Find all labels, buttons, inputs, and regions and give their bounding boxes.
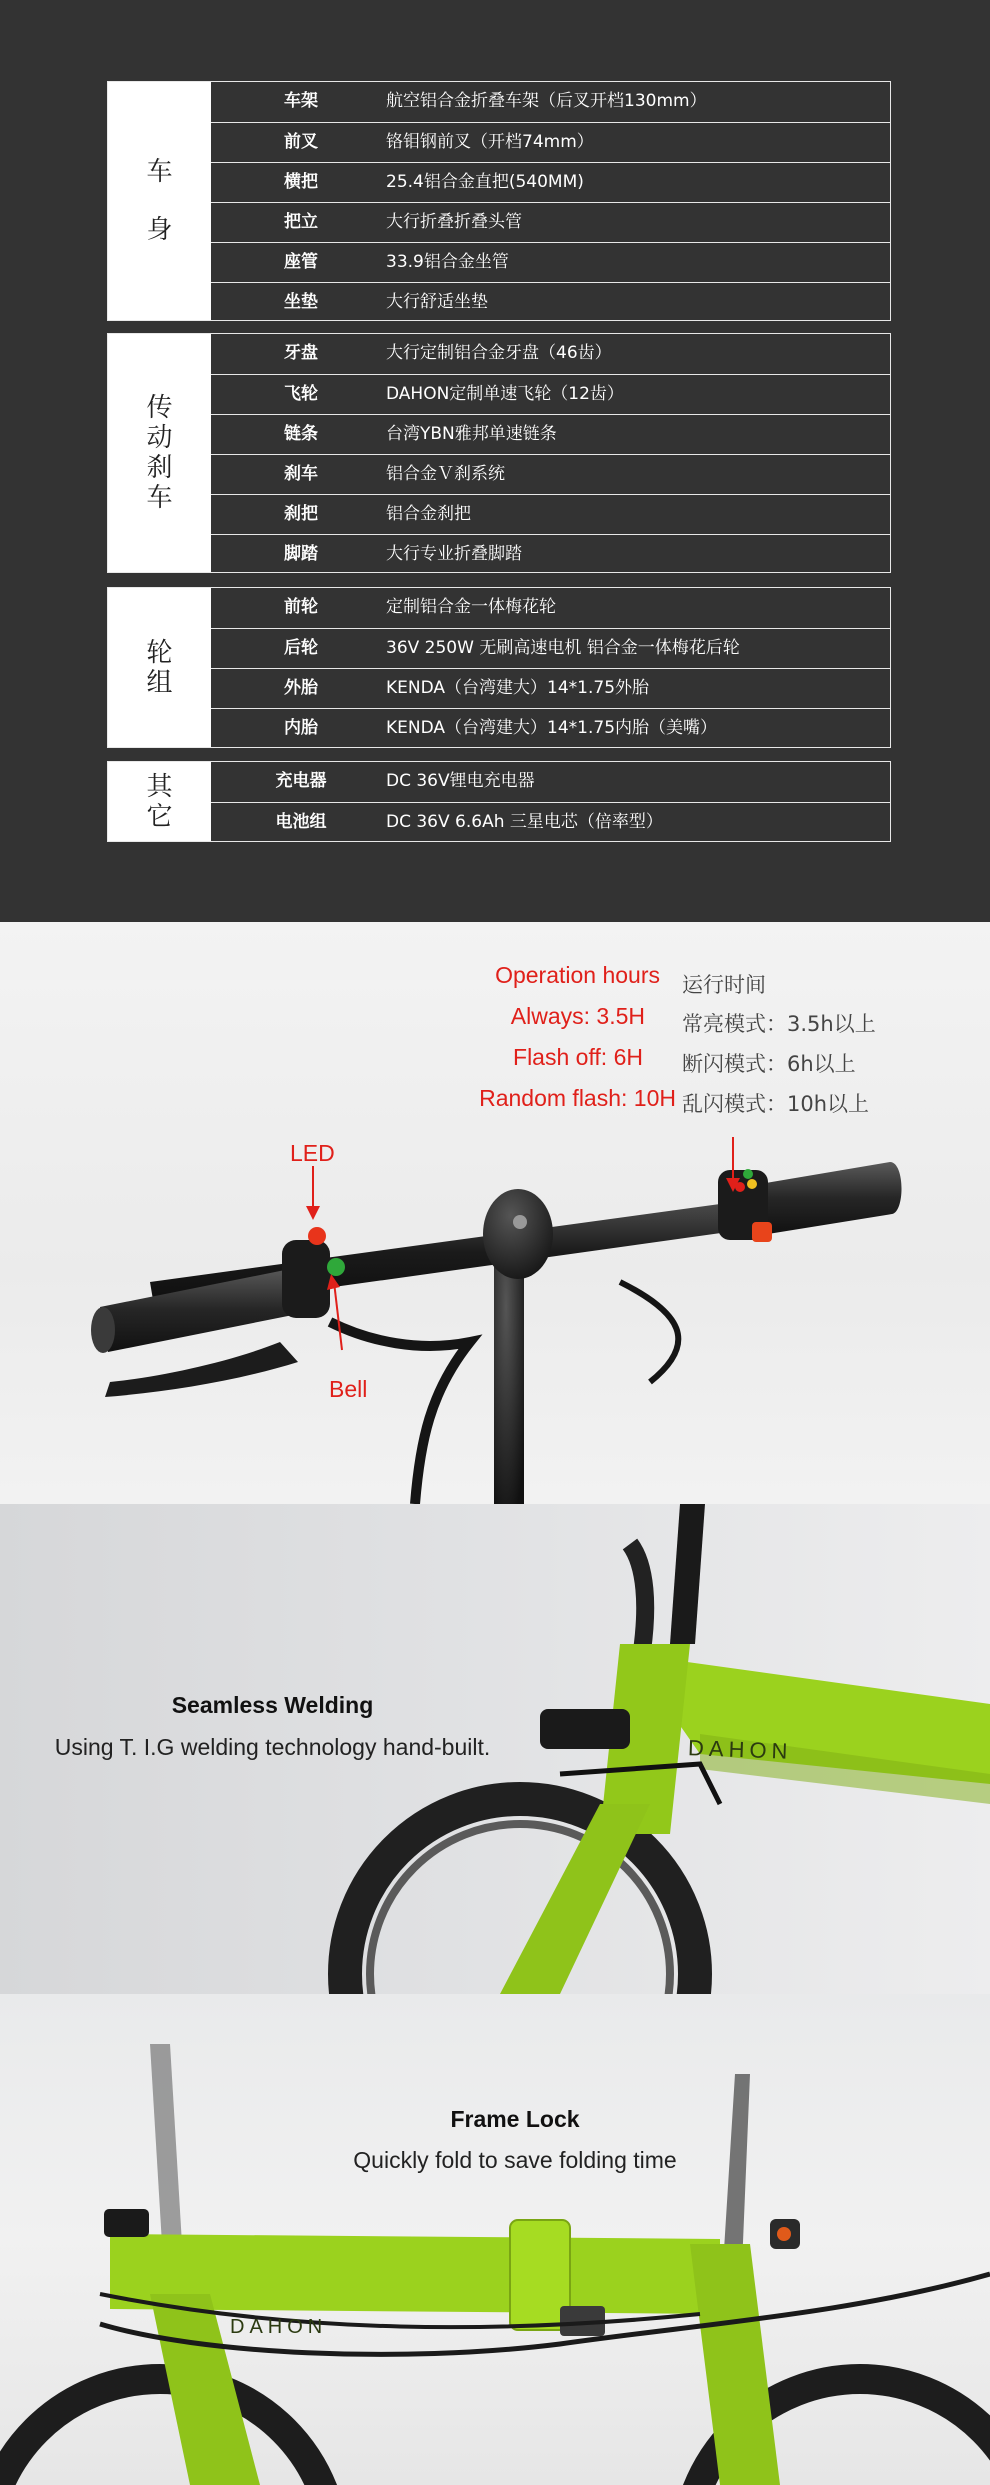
spec-section <box>0 0 990 922</box>
welding-brand-logo: DAHON <box>687 1735 793 1764</box>
spec-row <box>211 494 890 534</box>
spec-group-label: 轮组 <box>108 588 211 747</box>
indicator-light-shape <box>747 1179 757 1189</box>
spec-key: 横把 <box>284 172 318 192</box>
bell-button-shape <box>327 1258 345 1276</box>
operation-hours-en: Operation hours <box>495 962 660 988</box>
always-mode-en: Always: 3.5H <box>510 1003 645 1029</box>
spec-row <box>211 628 890 668</box>
operation-hours-zh: 运行时间 <box>682 973 766 997</box>
bolt-shape <box>513 1215 527 1229</box>
spec-row <box>211 242 890 282</box>
always-mode-zh: 常亮模式：3.5h以上 <box>682 1012 876 1036</box>
spec-key: 电池组 <box>275 812 327 832</box>
spec-key: 前轮 <box>284 597 318 617</box>
spec-row <box>211 122 890 162</box>
left-grip-end-shape <box>91 1307 115 1353</box>
spec-row <box>211 202 890 242</box>
light-mount-shape <box>540 1709 630 1749</box>
left-switch-housing-shape <box>282 1240 330 1318</box>
spec-group-label: 车身 <box>108 82 211 320</box>
spec-key: 飞轮 <box>284 384 318 404</box>
left-brake-lever-shape <box>105 1342 298 1397</box>
spec-key: 链条 <box>284 424 318 444</box>
welding-description: Using T. I.G welding technology hand-built. <box>54 1734 491 1760</box>
stem-clamp-shape <box>483 1189 553 1279</box>
spec-value: DC 36V锂电充电器 <box>386 771 535 791</box>
indicator-light-shape <box>743 1169 753 1179</box>
rear-light-mount-shape <box>104 2209 149 2237</box>
frame-lock-title: Frame Lock <box>450 2106 580 2132</box>
handlebar-section <box>0 922 990 1504</box>
spec-key: 座管 <box>284 252 318 272</box>
flash-off-mode-en: Flash off: 6H <box>513 1044 643 1070</box>
spec-row <box>211 708 890 748</box>
spec-key: 前叉 <box>284 132 318 152</box>
spec-row <box>211 334 890 374</box>
spec-value: 航空铝合金折叠车架（后叉开档130mm） <box>386 91 707 111</box>
spec-key: 把立 <box>284 212 318 232</box>
spec-value: DC 36V 6.6Ah 三星电芯（倍率型） <box>386 812 663 832</box>
spec-value: 铝合金Ｖ刹系统 <box>386 464 505 484</box>
spec-group-body <box>107 81 891 321</box>
spec-value: 大行折叠折叠头管 <box>386 212 522 232</box>
spec-value: DAHON定制单速飞轮（12齿） <box>386 384 624 404</box>
spec-row <box>211 762 890 802</box>
spec-row <box>211 414 890 454</box>
spec-row <box>211 454 890 494</box>
front-reflector-shape <box>777 2227 791 2241</box>
spec-group-other <box>107 761 891 842</box>
random-flash-mode-en: Random flash: 10H <box>479 1085 676 1111</box>
led-button-shape <box>308 1227 326 1245</box>
spec-group-label: 传动刹车 <box>108 334 211 572</box>
spec-key: 车架 <box>284 91 318 111</box>
fork-tube-shape <box>670 1504 705 1644</box>
spec-value: 33.9铝合金坐管 <box>386 252 509 272</box>
spec-value: KENDA（台湾建大）14*1.75内胎（美嘴） <box>386 718 718 738</box>
spec-group-wheels <box>107 587 891 748</box>
spec-row <box>211 282 890 322</box>
frame-lock-brand-logo: DAHON <box>230 2316 328 2338</box>
rear-tire-shape <box>0 2379 335 2485</box>
spec-row <box>211 374 890 414</box>
led-label: LED <box>290 1140 335 1166</box>
led-arrow-head-shape <box>306 1206 320 1220</box>
welding-section <box>0 1504 990 1994</box>
cable-shape <box>330 1322 470 1504</box>
spec-key: 刹把 <box>284 504 318 524</box>
random-flash-mode-zh: 乱闪模式：10h以上 <box>682 1092 870 1116</box>
cable-shape <box>620 1282 678 1382</box>
spec-key: 坐垫 <box>284 292 318 312</box>
spec-group-drivetrain <box>107 333 891 573</box>
bell-label: Bell <box>329 1376 368 1402</box>
spec-key: 充电器 <box>275 771 327 791</box>
spec-value: 大行舒适坐垫 <box>386 292 488 312</box>
spec-key: 刹车 <box>284 464 318 484</box>
spec-group-label: 其它 <box>108 762 211 841</box>
power-button-shape <box>752 1222 772 1242</box>
spec-value: 大行专业折叠脚踏 <box>386 544 522 564</box>
flash-off-mode-zh: 断闪模式：6h以上 <box>682 1052 856 1076</box>
spec-value: 台湾YBN雅邦单速链条 <box>386 424 557 444</box>
spec-value: 铝合金刹把 <box>386 504 471 524</box>
spec-value: 铬钼钢前叉（开档74mm） <box>386 132 594 152</box>
spec-value: 25.4铝合金直把(540MM) <box>386 172 584 192</box>
spec-row <box>211 162 890 202</box>
right-grip-shape <box>760 1162 902 1234</box>
spec-key: 牙盘 <box>284 343 318 363</box>
spec-row <box>211 802 890 842</box>
spec-key: 脚踏 <box>284 544 318 564</box>
spec-row <box>211 534 890 574</box>
bell-arrow-shape <box>334 1282 342 1350</box>
spec-row <box>211 668 890 708</box>
frame-lock-section <box>0 1994 990 2485</box>
spec-value: 大行定制铝合金牙盘（46齿） <box>386 343 612 363</box>
spec-row <box>211 588 890 628</box>
spec-key: 外胎 <box>284 678 318 698</box>
spec-row <box>211 82 890 122</box>
spec-value: 定制铝合金一体梅花轮 <box>386 597 556 617</box>
spec-value: 36V 250W 无刷高速电机 铝合金一体梅花后轮 <box>386 638 740 658</box>
frame-lock-illustration <box>0 1994 990 2485</box>
welding-title: Seamless Welding <box>171 1692 374 1718</box>
spec-key: 后轮 <box>284 638 318 658</box>
spec-value: KENDA（台湾建大）14*1.75外胎 <box>386 678 650 698</box>
frame-lock-description: Quickly fold to save folding time <box>353 2147 677 2173</box>
spec-key: 内胎 <box>284 718 318 738</box>
